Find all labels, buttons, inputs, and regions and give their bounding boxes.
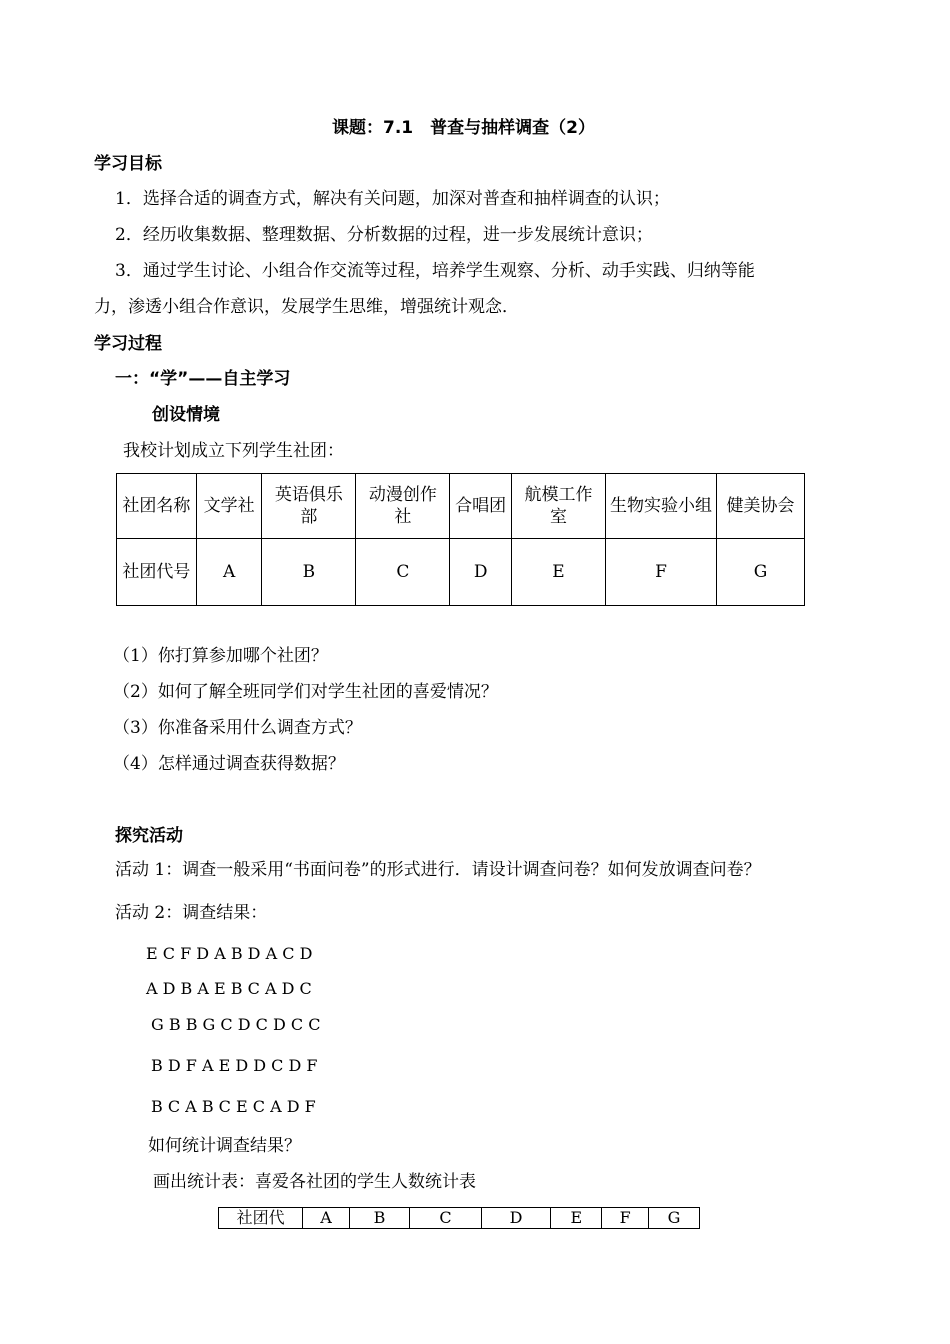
table-row [117,474,805,539]
club-name: 健美协会 [717,474,805,539]
draw-table-instruction: 画出统计表：喜爱各社团的学生人数统计表 [153,1172,476,1192]
stat-header: 社团代 [219,1208,303,1229]
club-code: D [450,539,512,606]
question-3: （3）你准备采用什么调查方式？ [113,718,362,738]
part1-heading: 一：“学”——自主学习 [115,369,291,389]
goal-item-3: 3．通过学生讨论、小组合作交流等过程，培养学生观察、分析、动手实践、归纳等能 [115,261,755,281]
club-name: 动漫创作社 [356,474,450,539]
stat-code: C [410,1208,482,1229]
goal-item-1: 1．选择合适的调查方式，解决有关问题，加深对普查和抽样调查的认识； [115,189,670,209]
question-1: （1）你打算参加哪个社团？ [113,646,328,666]
activity-1: 活动 1：调查一般采用“书面问卷”的形式进行．请设计调查问卷？如何发放调查问卷？ [115,860,761,880]
club-code: C [356,539,450,606]
club-name: 英语俱乐部 [262,474,356,539]
club-name-header: 社团名称 [117,474,197,539]
stat-code: F [602,1208,649,1229]
stat-code: A [303,1208,350,1229]
stat-code: D [481,1208,551,1229]
result-row-3: G B B G C D C D C C [151,1015,321,1034]
stat-table [218,1207,700,1229]
question-2: （2）如何了解全班同学们对学生社团的喜爱情况？ [113,682,498,702]
table-row [219,1208,700,1229]
process-heading: 学习过程 [94,334,162,354]
club-code: A [196,539,262,606]
club-code: B [262,539,356,606]
activity-2: 活动 2：调查结果： [115,903,268,923]
club-code: F [605,539,716,606]
result-row-1: E C F D A B D A C D [146,944,313,963]
stat-code: G [649,1208,700,1229]
result-row-5: B C A B C E C A D F [151,1097,316,1116]
club-name: 合唱团 [450,474,512,539]
table-row [117,539,805,606]
goal-item-3-continued: 力，渗透小组合作意识，发展学生思维，增强统计观念． [94,297,519,317]
club-intro: 我校计划成立下列学生社团： [123,441,344,461]
stat-code: B [349,1208,409,1229]
stat-code: E [551,1208,602,1229]
result-row-2: A D B A E B C A D C [146,979,312,998]
goals-heading: 学习目标 [94,154,162,174]
club-name: 文学社 [196,474,262,539]
result-row-4: B D F A E D D C D F [151,1056,318,1075]
page-title: 课题：7.1 普查与抽样调查（2） [332,118,595,138]
club-name: 航模工作室 [511,474,605,539]
club-name: 生物实验小组 [605,474,716,539]
goal-item-2: 2．经历收集数据、整理数据、分析数据的过程，进一步发展统计意识； [115,225,653,245]
question-4: （4）怎样通过调查获得数据？ [113,754,345,774]
explore-heading: 探究活动 [115,826,183,846]
how-to-count: 如何统计调查结果？ [148,1136,301,1156]
scenario-heading: 创设情境 [152,405,220,425]
club-code: E [511,539,605,606]
club-code-header: 社团代号 [117,539,197,606]
club-table [116,473,805,606]
club-code: G [717,539,805,606]
